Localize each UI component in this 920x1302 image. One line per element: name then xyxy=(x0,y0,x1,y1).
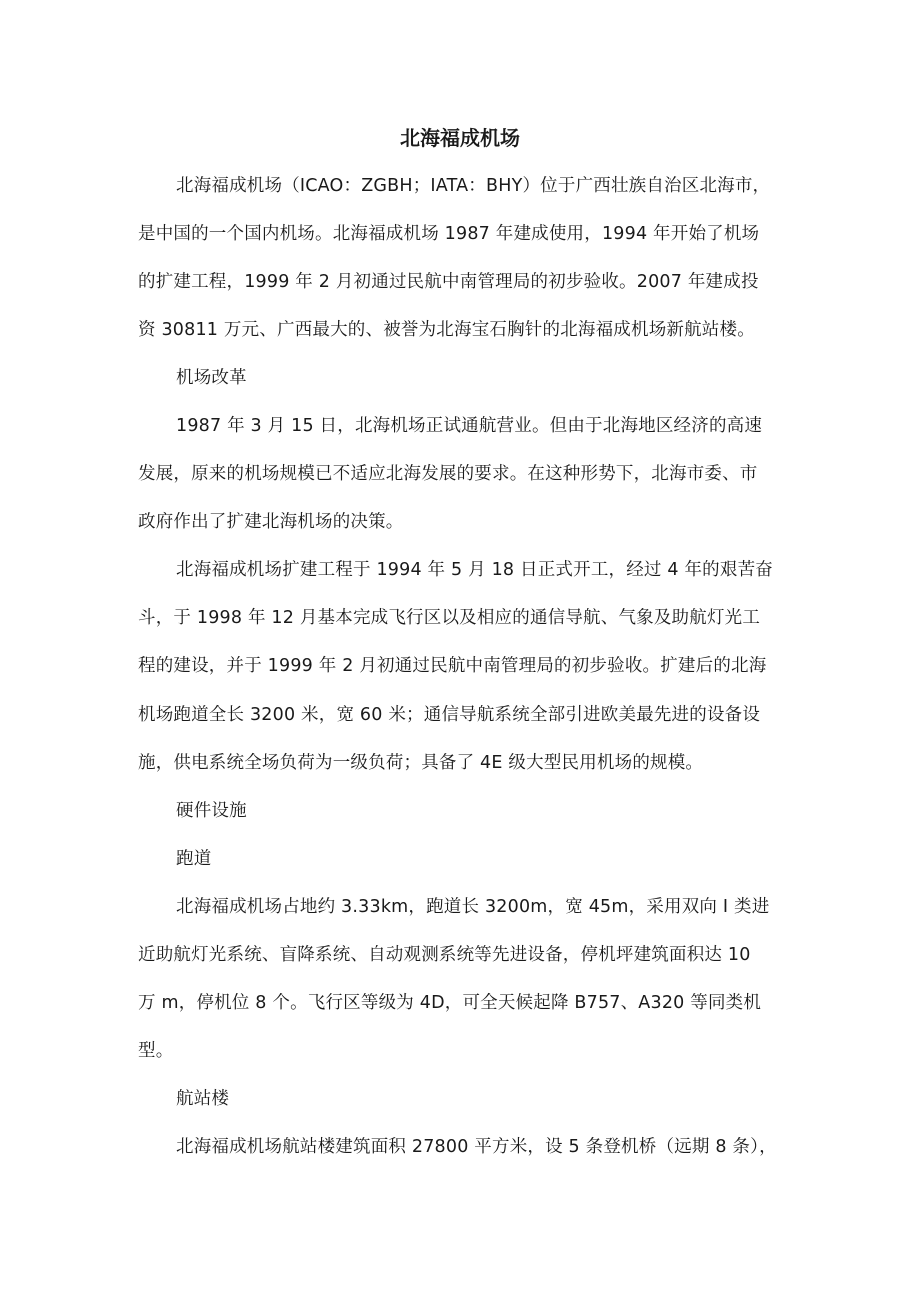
paragraph-line: 程的建设，并于 1999 年 2 月初通过民航中南管理局的初步验收。扩建后的北海 xyxy=(138,656,767,676)
subsection-heading: 跑道 xyxy=(176,849,212,869)
paragraph-line: 近助航灯光系统、盲降系统、自动观测系统等先进设备，停机坪建筑面积达 10 xyxy=(138,945,751,965)
paragraph-line: 资 30811 万元、广西最大的、被誉为北海宝石胸针的北海福成机场新航站楼。 xyxy=(138,320,755,340)
paragraph-line: 型。 xyxy=(138,1041,174,1061)
section-heading: 硬件设施 xyxy=(176,801,247,821)
paragraph-line: 的扩建工程，1999 年 2 月初通过民航中南管理局的初步验收。2007 年建成投 xyxy=(138,272,759,292)
subsection-heading: 航站楼 xyxy=(176,1089,230,1109)
paragraph-line: 1987 年 3 月 15 日，北海机场正试通航营业。但由于北海地区经济的高速 xyxy=(176,416,763,436)
section-heading: 机场改革 xyxy=(176,368,247,388)
page-title: 北海福成机场 xyxy=(400,126,520,150)
paragraph-line: 万 m，停机位 8 个。飞行区等级为 4D，可全天候起降 B757、A320 等同类机 xyxy=(138,993,762,1013)
paragraph-line: 北海福成机场（ICAO：ZGBH；IATA：BHY）位于广西壮族自治区北海市， xyxy=(176,176,771,196)
paragraph-line: 发展，原来的机场规模已不适应北海发展的要求。在这种形势下，北海市委、市 xyxy=(138,464,758,484)
paragraph-line: 北海福成机场航站楼建筑面积 27800 平方米，设 5 条登机桥（远期 8 条）， xyxy=(176,1137,777,1157)
paragraph-line: 政府作出了扩建北海机场的决策。 xyxy=(138,512,404,532)
paragraph-line: 北海福成机场占地约 3.33km，跑道长 3200m，宽 45m，采用双向 I 类进 xyxy=(176,897,770,917)
paragraph-line: 是中国的一个国内机场。北海福成机场 1987 年建成使用，1994 年开始了机场 xyxy=(138,224,760,244)
paragraph-line: 施，供电系统全场负荷为一级负荷；具备了 4E 级大型民用机场的规模。 xyxy=(138,753,704,773)
paragraph-line: 斗，于 1998 年 12 月基本完成飞行区以及相应的通信导航、气象及助航灯光工 xyxy=(138,608,761,628)
paragraph-line: 北海福成机场扩建工程于 1994 年 5 月 18 日正式开工，经过 4 年的艰苦奋 xyxy=(176,560,773,580)
paragraph-line: 机场跑道全长 3200 米，宽 60 米；通信导航系统全部引进欧美最先进的设备设 xyxy=(138,705,761,725)
